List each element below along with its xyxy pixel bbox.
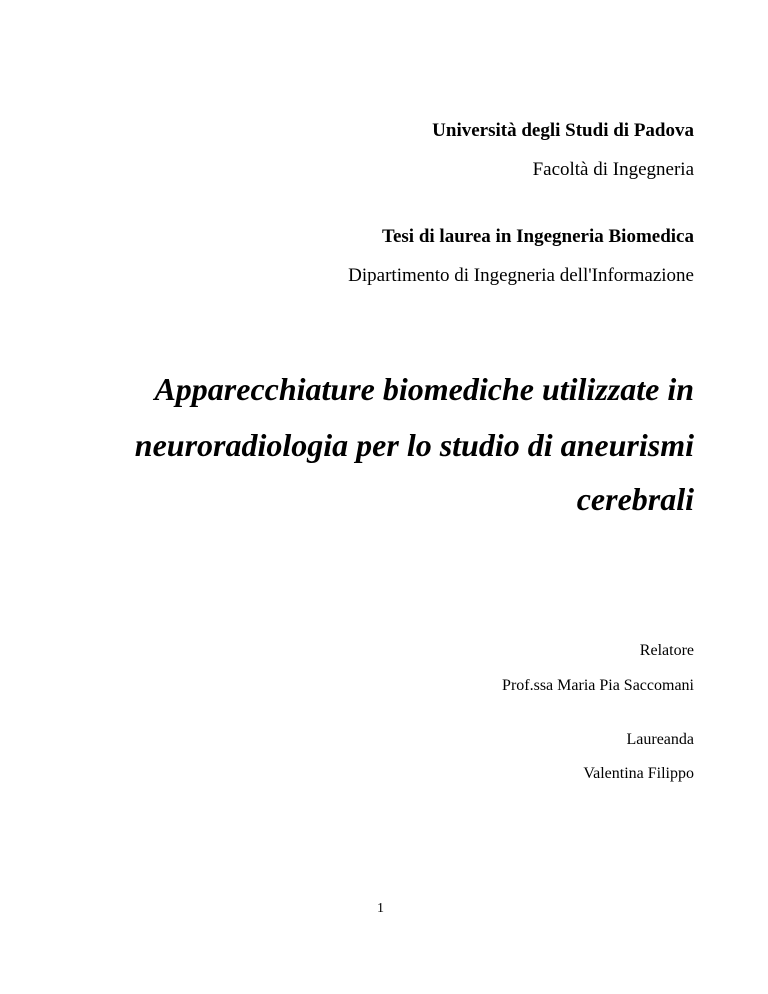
student-name: Valentina Filippo: [583, 765, 694, 782]
thesis-title-line-3: cerebrali: [576, 481, 694, 517]
thesis-type: Tesi di laurea in Ingegneria Biomedica: [382, 226, 694, 247]
page-number: 1: [377, 901, 384, 916]
faculty-name: Facoltà di Ingegneria: [532, 159, 694, 180]
supervisor-name: Prof.ssa Maria Pia Saccomani: [502, 677, 694, 694]
thesis-title-line-2: neuroradiologia per lo studio di aneurismi: [134, 427, 694, 463]
supervisor-label: Relatore: [639, 642, 694, 659]
university-name: Università degli Studi di Padova: [432, 120, 694, 141]
department-name: Dipartimento di Ingegneria dell'Informazione: [348, 265, 694, 286]
thesis-title-line-1: Apparecchiature biomediche utilizzate in: [154, 371, 694, 407]
student-label: Laureanda: [626, 731, 694, 748]
